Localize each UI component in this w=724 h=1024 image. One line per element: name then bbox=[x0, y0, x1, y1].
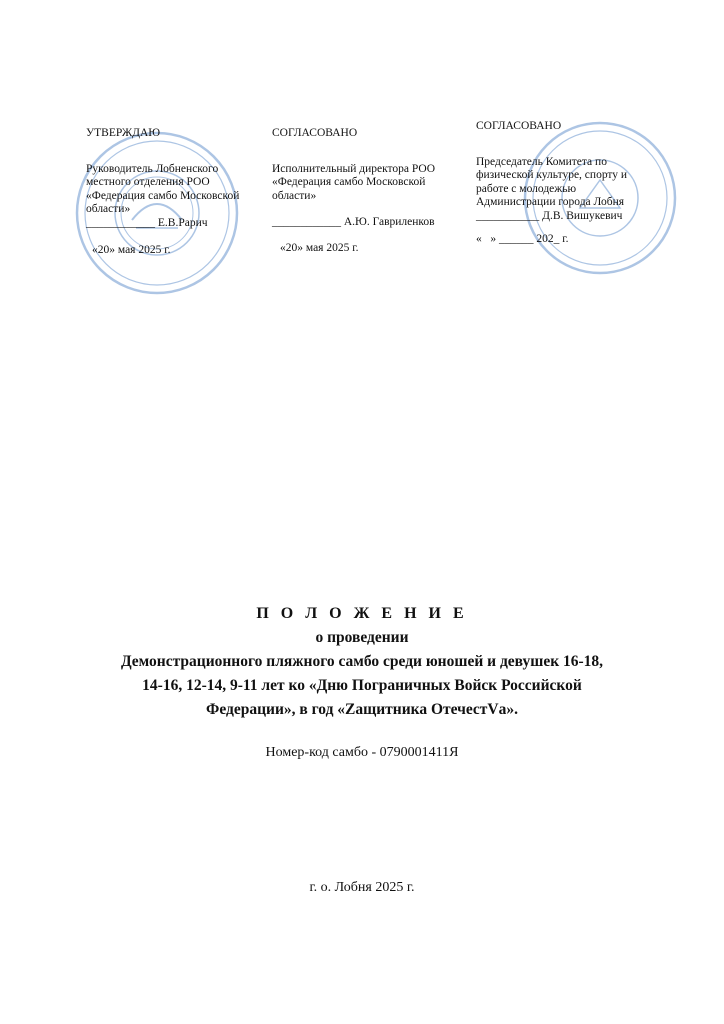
title-line: Демонстрационного пляжного самбо среди юношей и девушек 16-18, bbox=[120, 653, 604, 670]
approve-line: Руководитель Лобненского bbox=[86, 162, 219, 175]
agree1-line: области» bbox=[272, 189, 317, 202]
title-main: П О Л О Ж Е Н И Е bbox=[256, 605, 468, 622]
title-sub: о проведении bbox=[315, 629, 409, 646]
city-year: г. о. Лобня 2025 г. bbox=[309, 880, 415, 895]
agree2-signature: Д.В. Вишукевич bbox=[542, 209, 623, 222]
agree2-block bbox=[476, 120, 676, 247]
approve-line: местного отделения РОО bbox=[86, 176, 210, 188]
approve-line: области» bbox=[86, 203, 131, 215]
agree2-heading: СОГЛАСОВАНО bbox=[476, 120, 562, 132]
agree2-line: Администрации города Лобня bbox=[476, 196, 625, 208]
approve-date: «20» мая 2025 г. bbox=[92, 244, 171, 256]
agree1-line: Исполнительный директора РОО bbox=[272, 162, 436, 175]
agree2-line: физической культуре, спорту и bbox=[476, 169, 628, 181]
approve-heading: УТВЕРЖДАЮ bbox=[86, 127, 161, 139]
agree2-line: работе с молодежью bbox=[476, 182, 577, 195]
sambo-code: Номер-код самбо - 0790001411Я bbox=[265, 745, 459, 760]
agree2-signature-line: ___________ Д.В. Вишукевич bbox=[476, 209, 623, 222]
document-title bbox=[60, 602, 664, 722]
agree1-date: «20» мая 2025 г. bbox=[280, 241, 359, 254]
title-line: 14-16, 12-14, 9-11 лет ко «Дню Пограничных Войск Российской bbox=[142, 677, 582, 694]
title-line: Федерации», в год «Zащитника ОтечестVа». bbox=[206, 701, 518, 718]
agree1-signature: А.Ю. Гавриленков bbox=[343, 216, 435, 228]
agree1-line: «Федерация самбо Московской bbox=[272, 176, 426, 188]
approve-signature-line: ____________ Е.В.Рарич bbox=[86, 216, 208, 229]
agree2-line: Председатель Комитета по bbox=[476, 155, 607, 168]
agree2-date: « » ______ 202_ г. bbox=[476, 233, 569, 245]
agree1-signature-line: ____________ А.Ю. Гавриленков bbox=[272, 216, 435, 228]
agree1-heading: СОГЛАСОВАНО bbox=[272, 127, 358, 139]
agree1-block bbox=[272, 127, 462, 255]
approve-signature: Е.В.Рарич bbox=[157, 216, 208, 229]
approve-line: «Федерация самбо Московской bbox=[86, 189, 240, 202]
approve-block bbox=[86, 127, 261, 258]
